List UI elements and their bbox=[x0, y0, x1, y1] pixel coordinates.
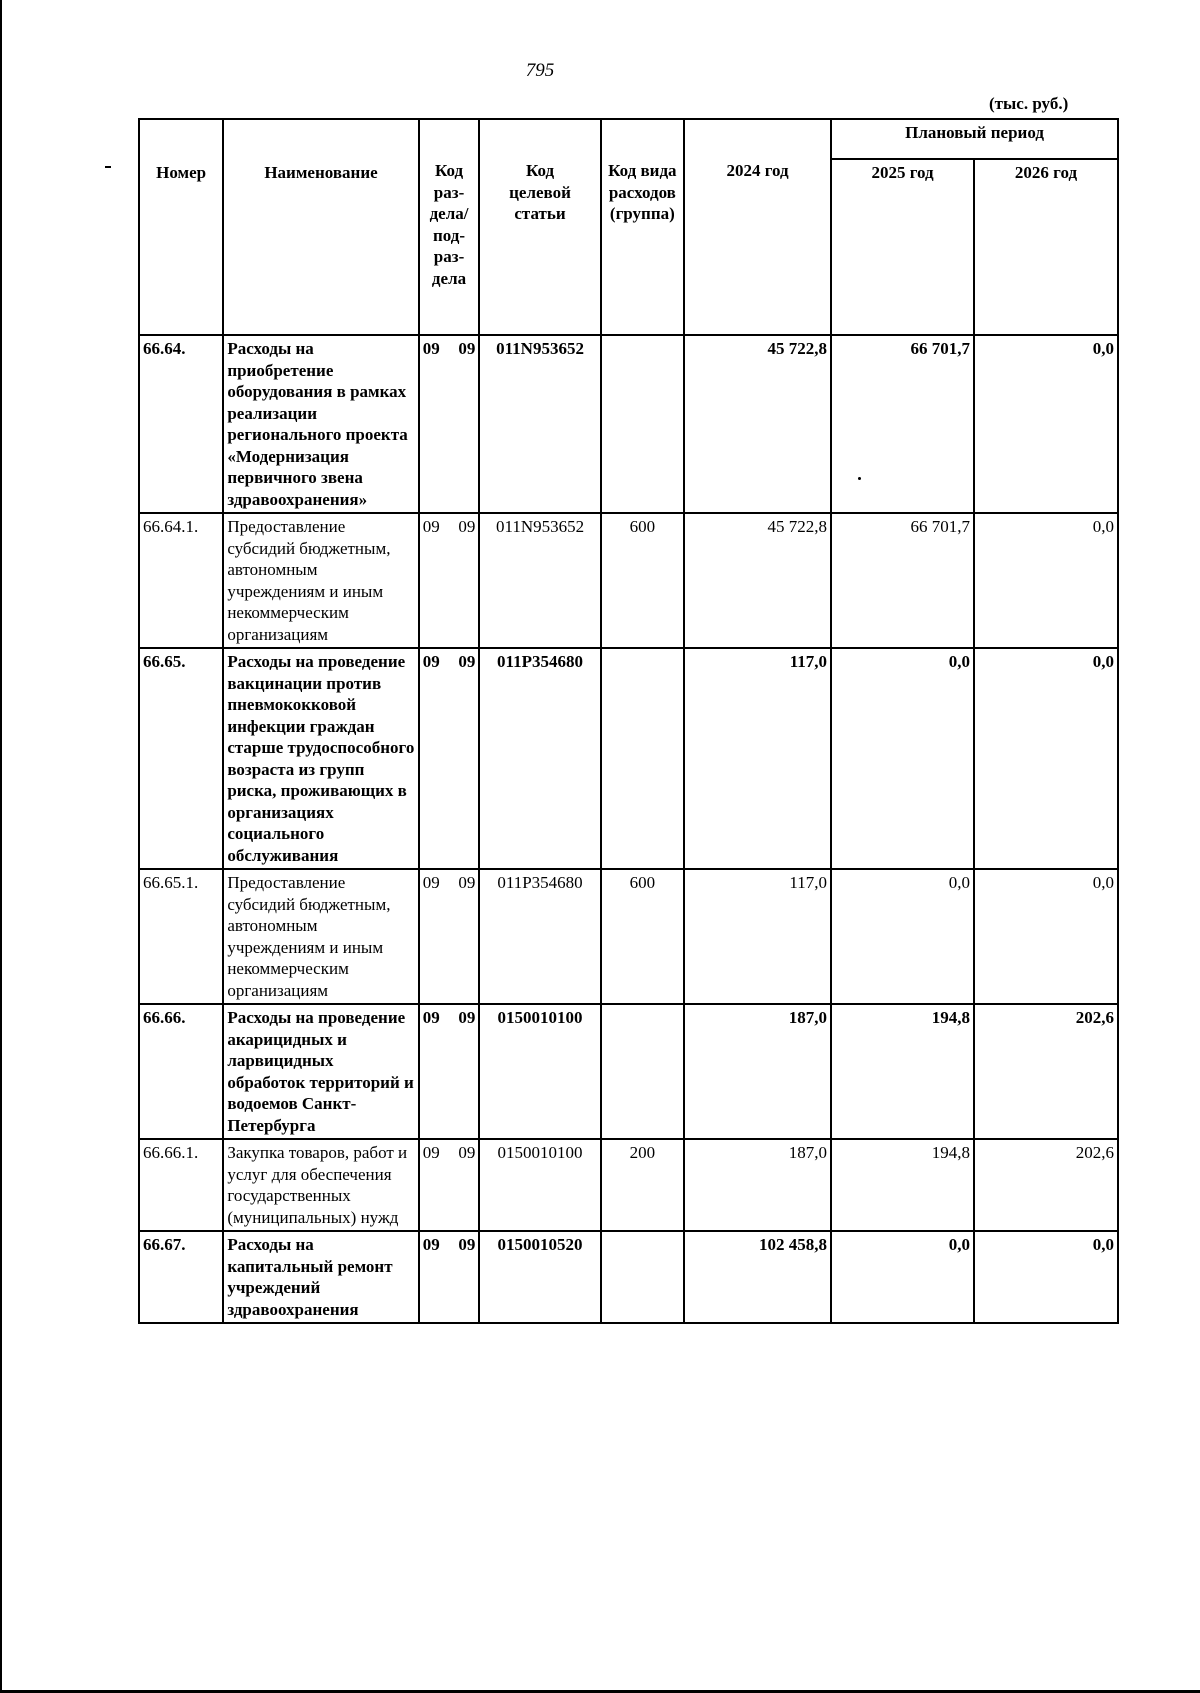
row-2026: 202,6 bbox=[974, 1004, 1118, 1139]
header-name: Наименование bbox=[223, 119, 418, 335]
row-section-code: 09 bbox=[422, 1008, 440, 1027]
row-2024: 187,0 bbox=[684, 1004, 831, 1139]
row-expense-type bbox=[601, 648, 684, 869]
table-row bbox=[139, 335, 1118, 513]
row-subsection-code: 09 bbox=[458, 652, 476, 671]
row-name: Закупка товаров, работ и услуг для обеспечения государственных (муниципальных) нужд bbox=[223, 1139, 418, 1231]
units-label: (тыс. руб.) bbox=[989, 94, 1069, 113]
row-2025: 0,0 bbox=[831, 869, 974, 1004]
row-target-code: 0150010100 bbox=[479, 1004, 600, 1139]
row-razdel bbox=[419, 648, 480, 869]
row-expense-type: 200 bbox=[601, 1139, 684, 1231]
row-2025: 0,0 bbox=[831, 1231, 974, 1323]
row-name: Расходы на капитальный ремонт учреждений здравоохранения bbox=[223, 1231, 418, 1323]
scan-mark bbox=[105, 166, 111, 168]
row-2024: 117,0 bbox=[684, 648, 831, 869]
row-number: 66.66. bbox=[139, 1004, 223, 1139]
row-2024: 45 722,8 bbox=[684, 513, 831, 648]
row-name: Расходы на приобретение оборудования в рамках реализации регионального проекта «Модернизация первичного звена здравоохранения» bbox=[223, 335, 418, 513]
row-2026: 0,0 bbox=[974, 1231, 1118, 1323]
row-section-code: 09 bbox=[422, 873, 440, 892]
row-2026: 0,0 bbox=[974, 513, 1118, 648]
page-number: 795 bbox=[525, 60, 555, 81]
table-row bbox=[139, 869, 1118, 1004]
row-subsection-code: 09 bbox=[458, 1143, 476, 1162]
row-name: Расходы на проведение вакцинации против пневмококковой инфекции граждан старше трудоспособного возраста из групп риска, проживающих в организациях социального обслуживания bbox=[223, 648, 418, 869]
row-number: 66.67. bbox=[139, 1231, 223, 1323]
row-section-code: 09 bbox=[422, 339, 440, 358]
table-row bbox=[139, 648, 1118, 869]
row-2024: 187,0 bbox=[684, 1139, 831, 1231]
row-razdel bbox=[419, 513, 480, 648]
row-subsection-code: 09 bbox=[458, 1235, 476, 1254]
row-target-code: 0150010520 bbox=[479, 1231, 600, 1323]
row-expense-type: 600 bbox=[601, 513, 684, 648]
header-target: Код целевой статьи bbox=[479, 119, 600, 335]
header-2026: 2026 год bbox=[974, 159, 1118, 335]
row-expense-type bbox=[601, 1004, 684, 1139]
table-row bbox=[139, 513, 1118, 648]
row-number: 66.64. bbox=[139, 335, 223, 513]
budget-table bbox=[138, 118, 1119, 1324]
header-2024: 2024 год bbox=[684, 119, 831, 335]
row-target-code: 011P354680 bbox=[479, 869, 600, 1004]
table-row bbox=[139, 1004, 1118, 1139]
header-razdel: Код раз-дела/ под-раз-дела bbox=[419, 119, 480, 335]
header-plan-period: Плановый период bbox=[831, 119, 1118, 159]
row-section-code: 09 bbox=[422, 517, 440, 536]
row-subsection-code: 09 bbox=[458, 517, 476, 536]
header-number: Номер bbox=[139, 119, 223, 335]
row-section-code: 09 bbox=[422, 652, 440, 671]
row-2025: 194,8 bbox=[831, 1139, 974, 1231]
header-vid: Код вида расходов (группа) bbox=[601, 119, 684, 335]
row-2024: 117,0 bbox=[684, 869, 831, 1004]
row-2025: 66 701,7 bbox=[831, 335, 974, 513]
row-name: Расходы на проведение акарицидных и ларвицидных обработок территорий и водоемов Санкт-Петербурга bbox=[223, 1004, 418, 1139]
row-expense-type bbox=[601, 335, 684, 513]
row-2026: 0,0 bbox=[974, 869, 1118, 1004]
row-name: Предоставление субсидий бюджетным, автономным учреждениям и иным некоммерческим организациям bbox=[223, 513, 418, 648]
row-razdel bbox=[419, 869, 480, 1004]
row-subsection-code: 09 bbox=[458, 339, 476, 358]
row-number: 66.65. bbox=[139, 648, 223, 869]
row-razdel bbox=[419, 1231, 480, 1323]
row-target-code: 011N953652 bbox=[479, 335, 600, 513]
row-razdel bbox=[419, 1139, 480, 1231]
header-2025: 2025 год bbox=[831, 159, 974, 335]
row-2026: 202,6 bbox=[974, 1139, 1118, 1231]
row-target-code: 011P354680 bbox=[479, 648, 600, 869]
row-expense-type bbox=[601, 1231, 684, 1323]
row-2026: 0,0 bbox=[974, 648, 1118, 869]
row-2026: 0,0 bbox=[974, 335, 1118, 513]
row-2024: 102 458,8 bbox=[684, 1231, 831, 1323]
row-subsection-code: 09 bbox=[458, 1008, 476, 1027]
row-target-code: 011N953652 bbox=[479, 513, 600, 648]
row-section-code: 09 bbox=[422, 1143, 440, 1162]
row-2024: 45 722,8 bbox=[684, 335, 831, 513]
row-name: Предоставление субсидий бюджетным, автономным учреждениям и иным некоммерческим организациям bbox=[223, 869, 418, 1004]
row-subsection-code: 09 bbox=[458, 873, 476, 892]
table-row bbox=[139, 1139, 1118, 1231]
table-row bbox=[139, 1231, 1118, 1323]
row-section-code: 09 bbox=[422, 1235, 440, 1254]
row-razdel bbox=[419, 1004, 480, 1139]
row-number: 66.65.1. bbox=[139, 869, 223, 1004]
row-2025: 194,8 bbox=[831, 1004, 974, 1139]
row-2025: 66 701,7 bbox=[831, 513, 974, 648]
row-2025: 0,0 bbox=[831, 648, 974, 869]
row-expense-type: 600 bbox=[601, 869, 684, 1004]
row-number: 66.64.1. bbox=[139, 513, 223, 648]
row-target-code: 0150010100 bbox=[479, 1139, 600, 1231]
row-number: 66.66.1. bbox=[139, 1139, 223, 1231]
scan-left-edge bbox=[0, 0, 2, 1693]
row-razdel bbox=[419, 335, 480, 513]
